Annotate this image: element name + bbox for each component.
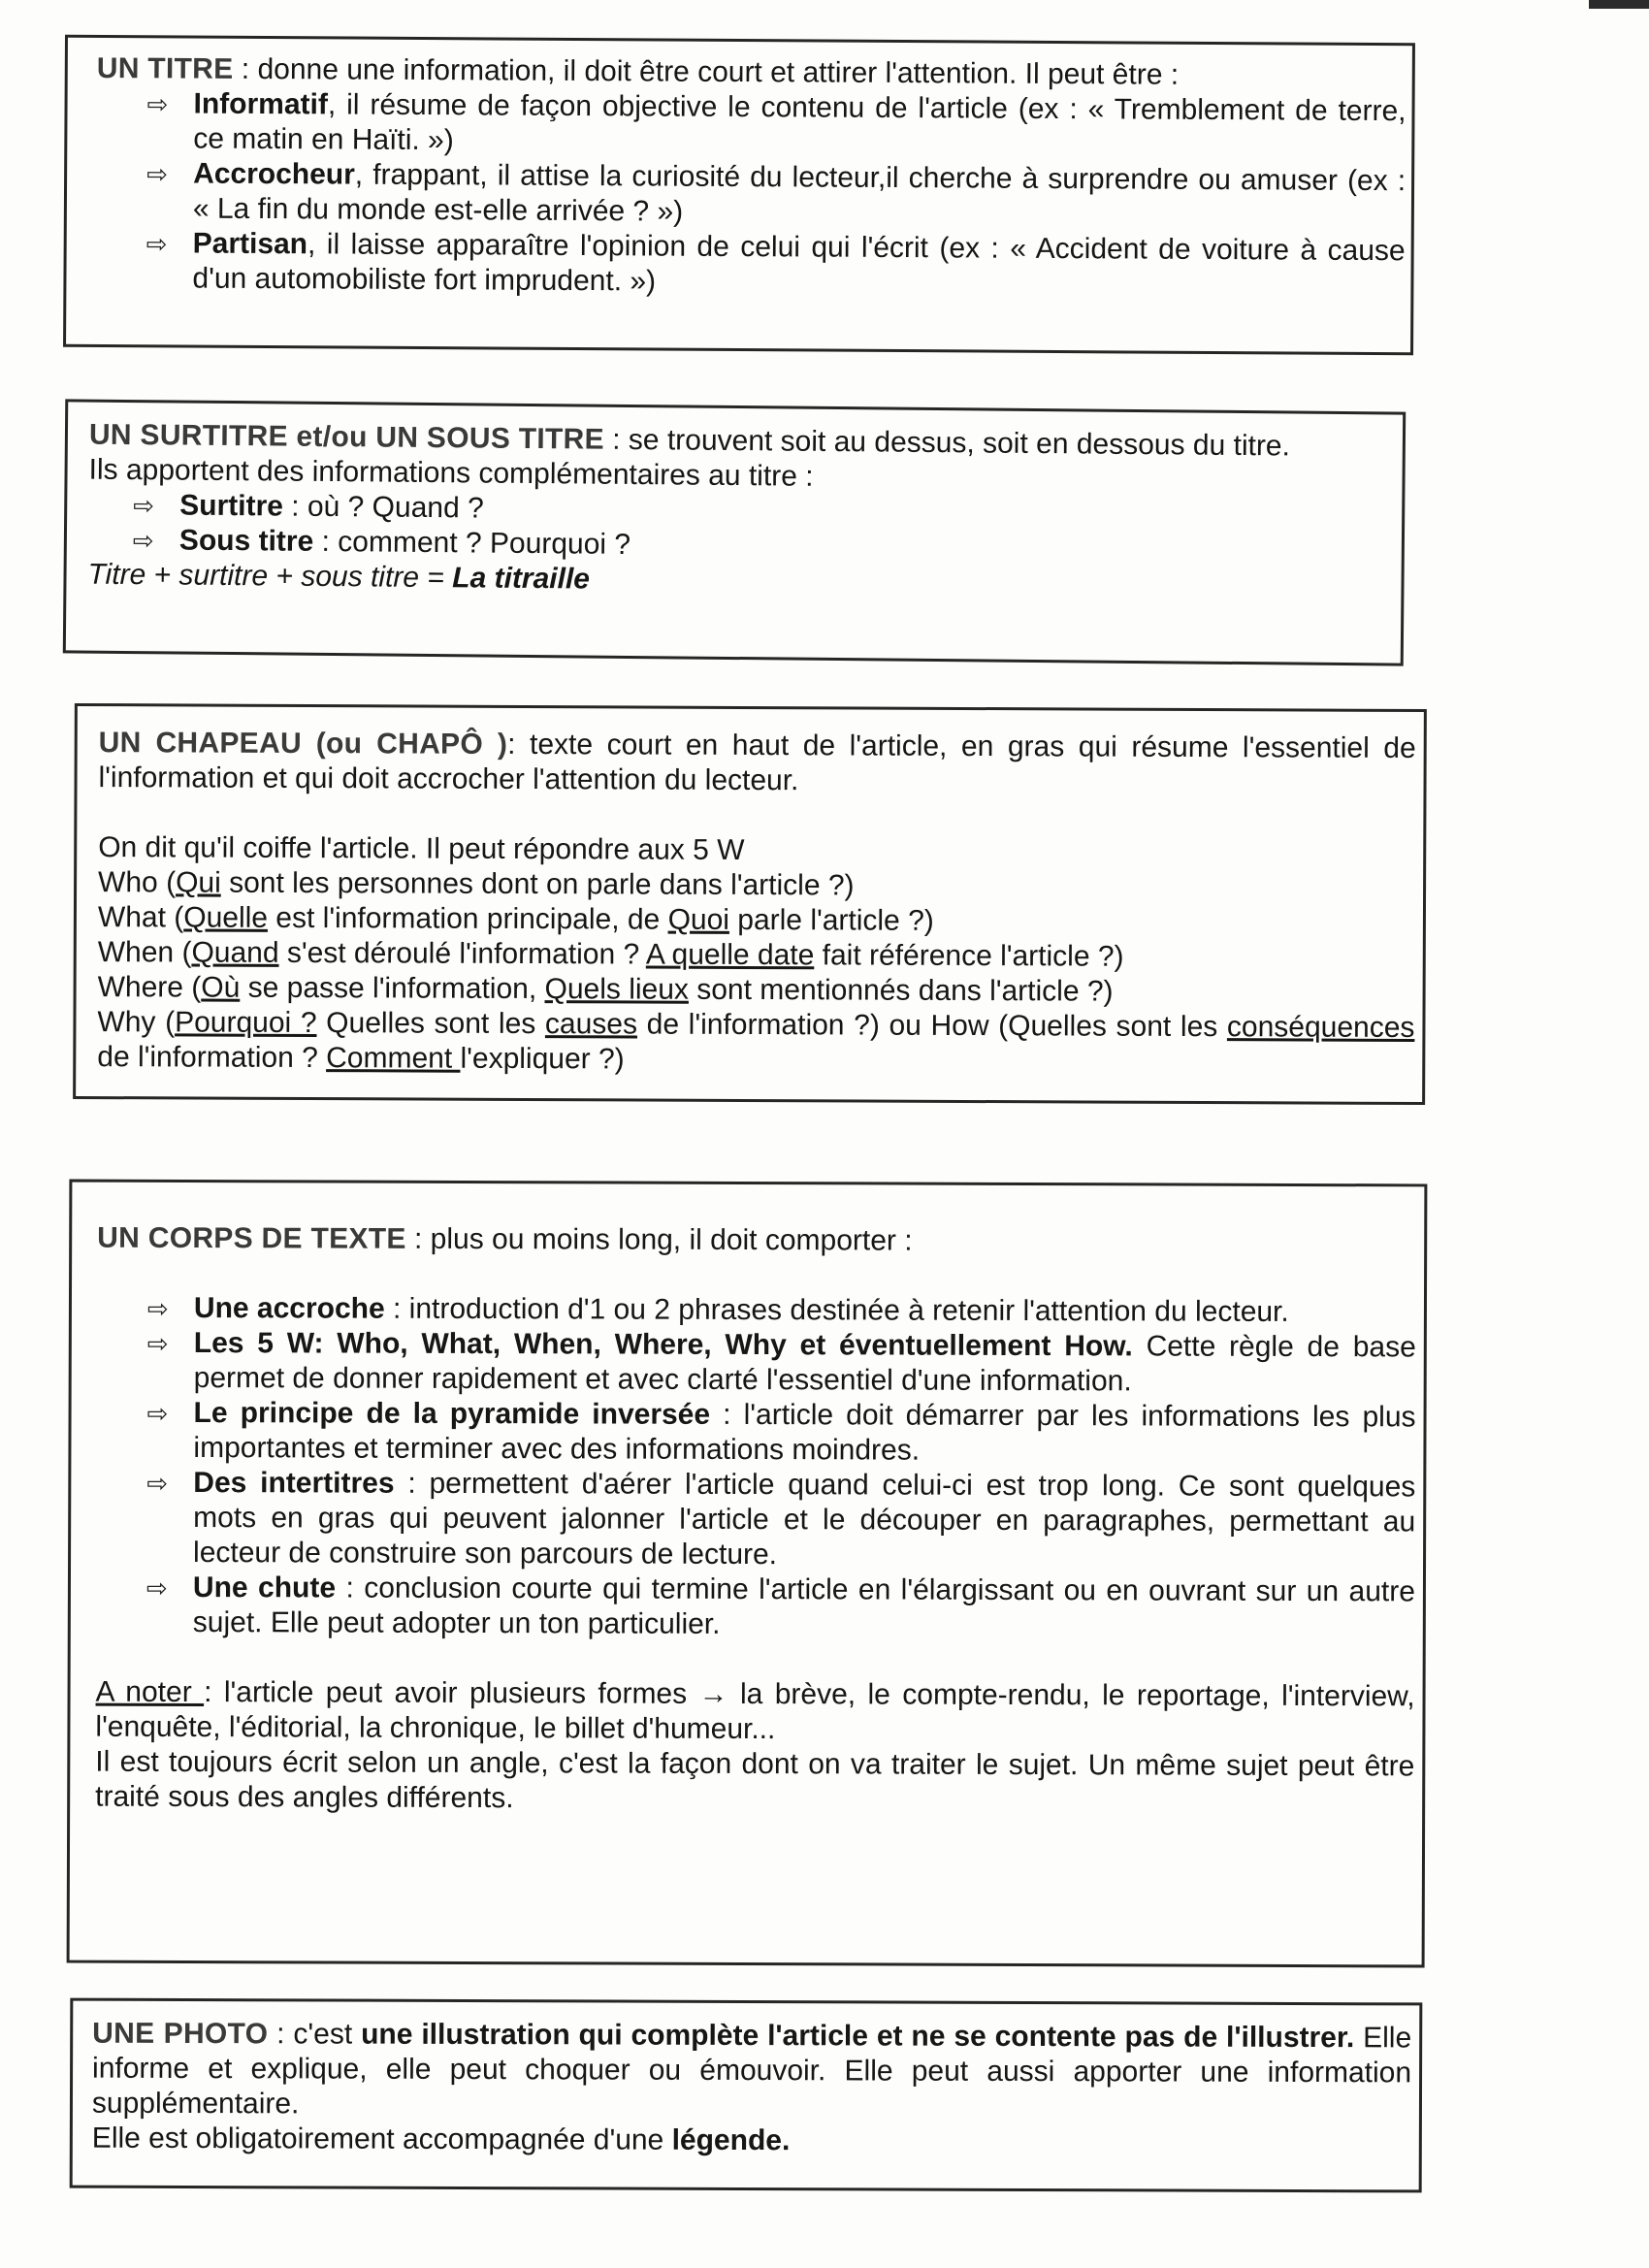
surtitre-intro: UN SURTITRE et/ou UN SOUS TITRE : se trouvent soit au dessus, soit en dessous du titre. [88,418,1291,463]
corps-intro: UN CORPS DE TEXTE : plus ou moins long, il doit comporter : [97,1221,913,1257]
titre-item-accrocheur: ⇨ Accrocheur, frappant, il attise la curiosité du lecteur,il cherche à surprendre ou amuser (ex : « La fin du monde est-elle arrivée ? ») [146,157,1406,228]
arrow-icon: ⇨ [146,1572,168,1603]
arrow-icon: ⇨ [146,159,169,189]
section-titre [63,35,1415,355]
corps-item-pyramide: ⇨ Le principe de la pyramide inversée : l'article doit démarrer par les informations les plus importantes et terminer avec des informations moindres. [146,1397,1416,1467]
surtitre-heading: UN SURTITRE et/ou UN SOUS TITRE [88,418,605,456]
chapeau-where: Where (Où se passe l'information, Quels lieux sont mentionnés dans l'article ?) [97,971,1114,1008]
section-photo [70,1998,1423,2193]
soustitre-item: ⇨ Sous titre : comment ? Pourquoi ? [132,524,631,561]
arrow-icon: ⇨ [146,1398,169,1428]
arrow-icon: ⇨ [132,526,154,556]
chapeau-intro: UN CHAPEAU (ou CHAPÔ ): texte court en haut de l'article, en gras qui résume l'essentiel de l'information et qui doit accrocher l'attention du lecteur. [98,727,1416,797]
corps-item-5w: ⇨ Les 5 W: Who, What, When, Where, Why et éventuellement How. Cette règle de base permet de donner rapidement et avec clarté l'essentiel d'une information. [146,1327,1416,1398]
chapeau-when: When (Quand s'est déroulé l'information ? A quelle date fait référence l'article ?) [97,936,1124,973]
corps-angle: Il est toujours écrit selon un angle, c'est la façon dont on va traiter le sujet. Un même sujet peut être traité sous des angles différents. [95,1745,1415,1815]
scan-edge-mark [1589,0,1649,9]
corps-item-accroche: ⇨ Une accroche : introduction d'1 ou 2 phrases destinée à retenir l'attention du lecteur. [146,1292,1289,1328]
corps-item-intertitres: ⇨ Des intertitres : permettent d'aérer l'article quand celui-ci est trop long. Ce sont quelques mots en gras qui peuvent jalonner l'article et le découper en paragraphes, permettant au lecteur de construire son parcours de lecture. [146,1467,1416,1571]
section-corps [67,1180,1428,1968]
titre-intro: UN TITRE : donne une information, il doit être court et attirer l'attention. Il peut être : [96,51,1180,91]
corps-note: A noter : l'article peut avoir plusieurs formes → la brève, le compte-rendu, le reportage, l'interview, l'enquête, l'éditorial, la chronique, le billet d'humeur... [95,1675,1415,1746]
titre-heading: UN TITRE [96,51,234,85]
surtitre-line2: Ils apportent des informations complémentaires au titre : [88,453,814,493]
section-surtitre [63,399,1406,665]
chapeau-what: What (Quelle est l'information principale, de Quoi parle l'article ?) [97,901,934,937]
arrow-icon: ⇨ [133,491,155,521]
arrow-icon: ⇨ [146,1468,169,1498]
photo-heading: UNE PHOTO [92,2017,269,2051]
titraille-formula: Titre + surtitre + sous titre = La titraille [87,558,591,596]
corps-heading: UN CORPS DE TEXTE [97,1221,406,1255]
titre-item-informatif: ⇨ Informatif, il résume de façon objective le contenu de l'article (ex : « Tremblement de terre, ce matin en Haïti. ») [146,87,1406,157]
chapeau-heading: UN CHAPEAU (ou CHAPÔ ) [98,727,508,761]
arrow-icon: ⇨ [146,1293,169,1323]
arrow-icon: ⇨ [146,89,169,119]
surtitre-item: ⇨ Surtitre : où ? Quand ? [133,489,484,525]
photo-legende-line: Elle est obligatoirement accompagnée d'une légende. [91,2122,791,2157]
section-chapeau [73,703,1427,1105]
arrow-icon: ⇨ [146,229,168,259]
chapeau-5w-intro: On dit qu'il coiffe l'article. Il peut répondre aux 5 W [98,831,745,866]
corps-item-chute: ⇨ Une chute : conclusion courte qui termine l'article en l'élargissant ou en ouvrant sur un autre sujet. Elle peut adopter un ton particulier. [146,1571,1415,1640]
chapeau-who: Who (Qui sont les personnes dont on parle dans l'article ?) [98,866,855,902]
arrow-icon: ⇨ [146,1328,169,1358]
chapeau-why: Why (Pourquoi ? Quelles sont les causes de l'information ?) ou How (Quelles sont les conséquences de l'information ? Comment l'expliquer ?) [97,1006,1415,1076]
titre-item-partisan: ⇨ Partisan, il laisse apparaître l'opinion de celui qui l'écrit (ex : « Accident de voiture à cause d'un automobiliste fort imprudent. ») [146,227,1406,298]
photo-text: UNE PHOTO : c'est une illustration qui complète l'article et ne se contente pas de l'illustrer. Elle informe et explique, elle peut choquer ou émouvoir. Elle peut aussi apporter une information supplémentaire. [91,2017,1412,2121]
